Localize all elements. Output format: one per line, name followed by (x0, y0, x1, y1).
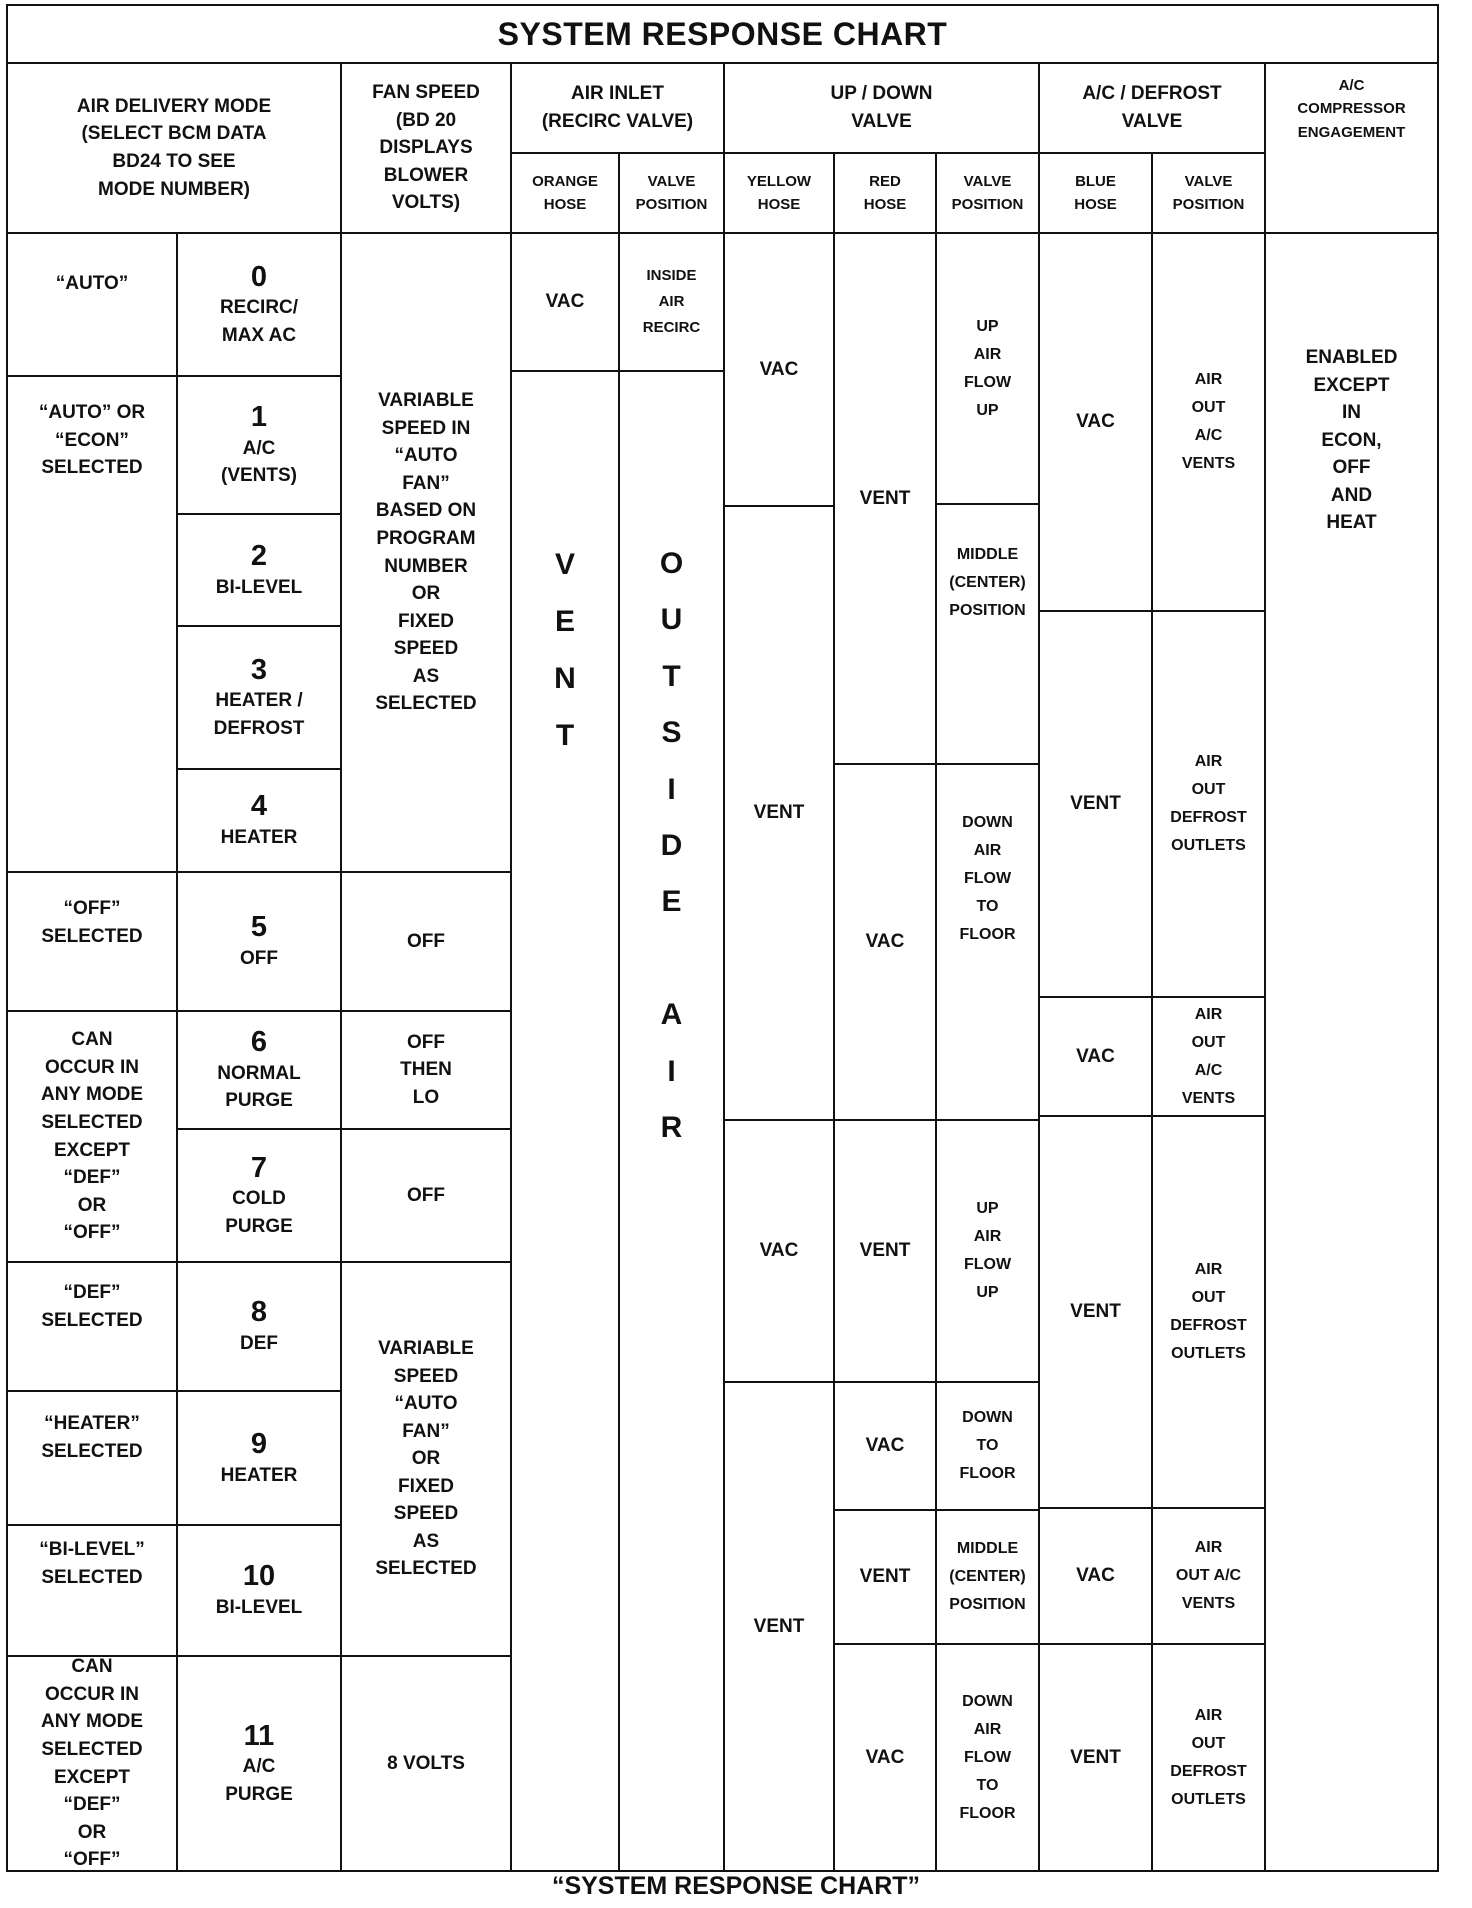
updown-position-middle-1: MIDDLE (CENTER) POSITION (935, 503, 1040, 765)
mode-9: 9 HEATER (176, 1390, 342, 1526)
red-hose-vent-3: VENT (833, 1509, 937, 1645)
fan-speed-cold-purge: OFF (340, 1128, 512, 1263)
yellow-hose-vac-2: VAC (723, 1119, 835, 1383)
header-air-delivery-mode: AIR DELIVERY MODE (SELECT BCM DATA BD24 TO SEE MODE NUMBER) (6, 62, 342, 234)
fan-speed-variable: VARIABLE SPEED “AUTO FAN” OR FIXED SPEED AS SELECTED (340, 1261, 512, 1657)
inlet-valve-outside-air: O U T S I D E A I R (618, 370, 725, 1872)
updown-position-up-2: UP AIR FLOW UP (935, 1119, 1040, 1383)
header-red-hose: RED HOSE (833, 152, 937, 234)
mode-5: 5 OFF (176, 871, 342, 1012)
header-up-down-valve: UP / DOWN VALVE (723, 62, 1040, 154)
acdef-position-ac-vents-1: AIR OUT A/C VENTS (1151, 232, 1266, 612)
yellow-hose-vent-1: VENT (723, 505, 835, 1121)
chart-caption: “SYSTEM RESPONSE CHART” (551, 1872, 921, 1900)
blue-hose-vent-1: VENT (1038, 610, 1153, 998)
updown-position-down-1: DOWN AIR FLOW TO FLOOR (935, 763, 1040, 1121)
blue-hose-vent-3: VENT (1038, 1643, 1153, 1872)
orange-hose-vac: VAC (510, 232, 620, 372)
header-orange-hose: ORANGE HOSE (510, 152, 620, 234)
header-ac-compressor: A/C COMPRESSOR ENGAGEMENT (1264, 62, 1439, 234)
header-acdef-valve-position: VALVE POSITION (1151, 152, 1266, 234)
selection-bi-level: “BI-LEVEL” SELECTED (6, 1524, 178, 1657)
acdef-position-defrost-2: AIR OUT DEFROST OUTLETS (1151, 1115, 1266, 1509)
acdef-position-ac-vents-3: AIR OUT A/C VENTS (1151, 1507, 1266, 1645)
header-inlet-valve-position: VALVE POSITION (618, 152, 725, 234)
yellow-hose-vent-2: VENT (723, 1381, 835, 1872)
mode-0: 0 RECIRC/ MAX AC (176, 232, 342, 377)
mode-3: 3 HEATER / DEFROST (176, 625, 342, 770)
fan-speed-off: OFF (340, 871, 512, 1012)
compressor-enabled: ENABLED EXCEPT IN ECON, OFF AND HEAT (1264, 232, 1439, 1872)
orange-hose-vent: V E N T (510, 370, 620, 1872)
selection-ac-purge: CAN OCCUR IN ANY MODE SELECTED EXCEPT “DEF” OR “OFF” (6, 1655, 178, 1872)
header-ac-defrost-valve: A/C / DEFROST VALVE (1038, 62, 1266, 154)
yellow-hose-vac-1: VAC (723, 232, 835, 507)
fan-speed-auto: VARIABLE SPEED IN “AUTO FAN” BASED ON PROGRAM NUMBER OR FIXED SPEED AS SELECTED (340, 232, 512, 873)
inlet-valve-inside-air: INSIDE AIR RECIRC (618, 232, 725, 372)
red-hose-vac-1: VAC (833, 763, 937, 1121)
mode-1: 1 A/C (VENTS) (176, 375, 342, 515)
acdef-position-defrost-1: AIR OUT DEFROST OUTLETS (1151, 610, 1266, 998)
header-fan-speed: FAN SPEED (BD 20 DISPLAYS BLOWER VOLTS) (340, 62, 512, 234)
chart-title: SYSTEM RESPONSE CHART (6, 4, 1439, 64)
blue-hose-vent-2: VENT (1038, 1115, 1153, 1509)
mode-8: 8 DEF (176, 1261, 342, 1392)
blue-hose-vac-1: VAC (1038, 232, 1153, 612)
acdef-position-ac-vents-2: AIR OUT A/C VENTS (1151, 996, 1266, 1117)
red-hose-vent-1: VENT (833, 232, 937, 765)
updown-position-down-2: DOWN TO FLOOR (935, 1381, 1040, 1511)
mode-10: 10 BI-LEVEL (176, 1524, 342, 1657)
mode-7: 7 COLD PURGE (176, 1128, 342, 1263)
mode-6: 6 NORMAL PURGE (176, 1010, 342, 1130)
selection-purge: CAN OCCUR IN ANY MODE SELECTED EXCEPT “DEF” OR “OFF” (6, 1010, 178, 1263)
acdef-position-defrost-3: AIR OUT DEFROST OUTLETS (1151, 1643, 1266, 1872)
header-yellow-hose: YELLOW HOSE (723, 152, 835, 234)
blue-hose-vac-2: VAC (1038, 996, 1153, 1117)
updown-position-up-1: UP AIR FLOW UP (935, 232, 1040, 505)
fan-speed-purge: OFF THEN LO (340, 1010, 512, 1130)
fan-speed-8-volts: 8 VOLTS (340, 1655, 512, 1872)
header-air-inlet: AIR INLET (RECIRC VALVE) (510, 62, 725, 154)
red-hose-vac-3: VAC (833, 1643, 937, 1872)
mode-2: 2 BI-LEVEL (176, 513, 342, 627)
selection-def: “DEF” SELECTED (6, 1261, 178, 1392)
selection-auto: “AUTO” (6, 232, 178, 377)
updown-position-down-3: DOWN AIR FLOW TO FLOOR (935, 1643, 1040, 1872)
red-hose-vent-2: VENT (833, 1119, 937, 1383)
selection-off: “OFF” SELECTED (6, 871, 178, 1012)
updown-position-middle-2: MIDDLE (CENTER) POSITION (935, 1509, 1040, 1645)
selection-auto-or-econ: “AUTO” OR “ECON” SELECTED (6, 375, 178, 873)
header-blue-hose: BLUE HOSE (1038, 152, 1153, 234)
selection-heater: “HEATER” SELECTED (6, 1390, 178, 1526)
mode-11: 11 A/C PURGE (176, 1655, 342, 1872)
header-updown-valve-position: VALVE POSITION (935, 152, 1040, 234)
blue-hose-vac-3: VAC (1038, 1507, 1153, 1645)
mode-4: 4 HEATER (176, 768, 342, 873)
red-hose-vac-2: VAC (833, 1381, 937, 1511)
